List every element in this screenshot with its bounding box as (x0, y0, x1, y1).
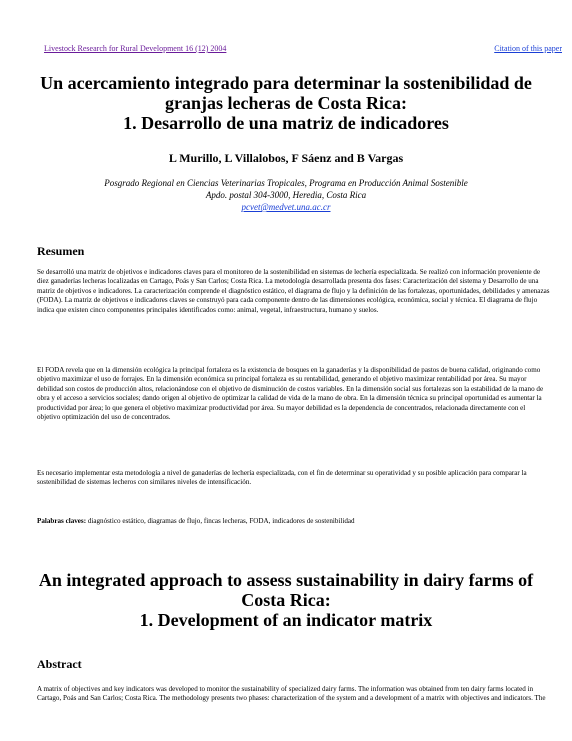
title-en-line1: An integrated approach to assess sustainability in dairy farms of (38, 570, 534, 590)
email-link[interactable]: pcvet@medvet.una.ac.cr (241, 202, 331, 212)
citation-link[interactable]: Citation of this paper (494, 44, 562, 53)
title-es-line3: 1. Desarrollo de una matriz de indicadores (123, 113, 449, 133)
title-en-line3: 1. Development of an indicator matrix (139, 610, 433, 630)
journal-link[interactable]: Livestock Research for Rural Development 16 (12) 2004 (44, 44, 227, 53)
authors: L Murillo, L Villalobos, F Sáenz and B Vargas (168, 151, 404, 165)
keywords-text: diagnóstico estático, diagramas de flujo, fincas lecheras, FODA, indicadores de sostenibilidad (86, 517, 355, 525)
resumen-heading: Resumen (37, 244, 85, 258)
title-english (24, 570, 548, 630)
resumen-paragraph-3: Es necesario implementar esta metodología a nivel de ganaderías de lechería especializada, con el fin de determinar su operatividad y su posible aplicación para comparar la sostenibilidad de sistemas lecheros con similares niveles de intensificación. (37, 469, 527, 487)
keywords (37, 517, 550, 526)
keywords-label: Palabras claves: (37, 517, 87, 525)
affiliation-line2: Apdo. postal 304-3000, Heredia, Costa Rica (205, 190, 367, 200)
resumen-paragraph-2: El FODA revela que en la dimensión ecológica la principal fortaleza es la existencia de bosques en la ganaderías y la disponibilidad de pastos de buena calidad, originando como objetivo maximizar el uso de forrajes. En la dimensión económica su principal fortaleza es su rentabilidad, generando el objetivo maximizar rentabilidad por área. Su mayor debilidad son costos de producción altos, relacionándose con el objetivo de disminución de costos variables. En la dimensión social sus fortalezas son la estabilidad de la mano de obra y el acceso a servicios sociales; dando origen al objetivo de optimizar la calidad de vida de la mano de obra. En la dimensión técnica su principal oportunidad es aumentar la productividad por área; lo que genera el objetivo maximizar productividad por área. Su mayor debilidad es la dependencia de concentrados, relacionada directamente con el objetivo optimización del uso de concentrados. (37, 366, 544, 422)
title-es-line2: granjas lecheras de Costa Rica: (165, 93, 407, 113)
title-spanish (24, 73, 548, 133)
abstract-heading: Abstract (37, 657, 82, 671)
affiliation-line1: Posgrado Regional en Ciencias Veterinarias Tropicales, Programa en Producción Animal Sostenible (104, 178, 468, 188)
abstract-paragraph-1: A matrix of objectives and key indicators was developed to monitor the sustainability of specialized dairy farms. The information was obtained from ten dairy farms located in Cartago, Poás and San Carlos; Costa Rica. The methodology presents two phases: characterization of the system and a development of a matrix with objectives and indicators. The (37, 685, 546, 703)
title-es-line1: Un acercamiento integrado para determinar la sostenibilidad de (40, 73, 532, 93)
top-links (44, 44, 562, 56)
resumen-paragraph-1: Se desarrolló una matriz de objetivos e indicadores claves para el monitoreo de la sostenibilidad en sistemas de lechería especializada. Se realizó con información proveniente de diez ganaderías lecheras localizadas en Cartago, Poás y San Carlos; Costa Rica. La metodología desarrollada presenta dos fases: Caracterización del sistema y Desarrollo de una matriz de objetivos e indicadores. La caracterización comprende el diagnóstico estático, el diagrama de flujo y la definición de las fortalezas, oportunidades, debilidades y amenazas (FODA). La matriz de objetivos e indicadores claves se construyó para cada componente dentro de las dimensiones ecológica, económica, social y técnica. El diagrama de flujo indica que existen cinco componentes principales identificados como: animal, vegetal, infraestructura, humano y suelos. (37, 268, 550, 314)
title-en-line2: Costa Rica: (241, 590, 331, 610)
affiliation (20, 177, 552, 213)
